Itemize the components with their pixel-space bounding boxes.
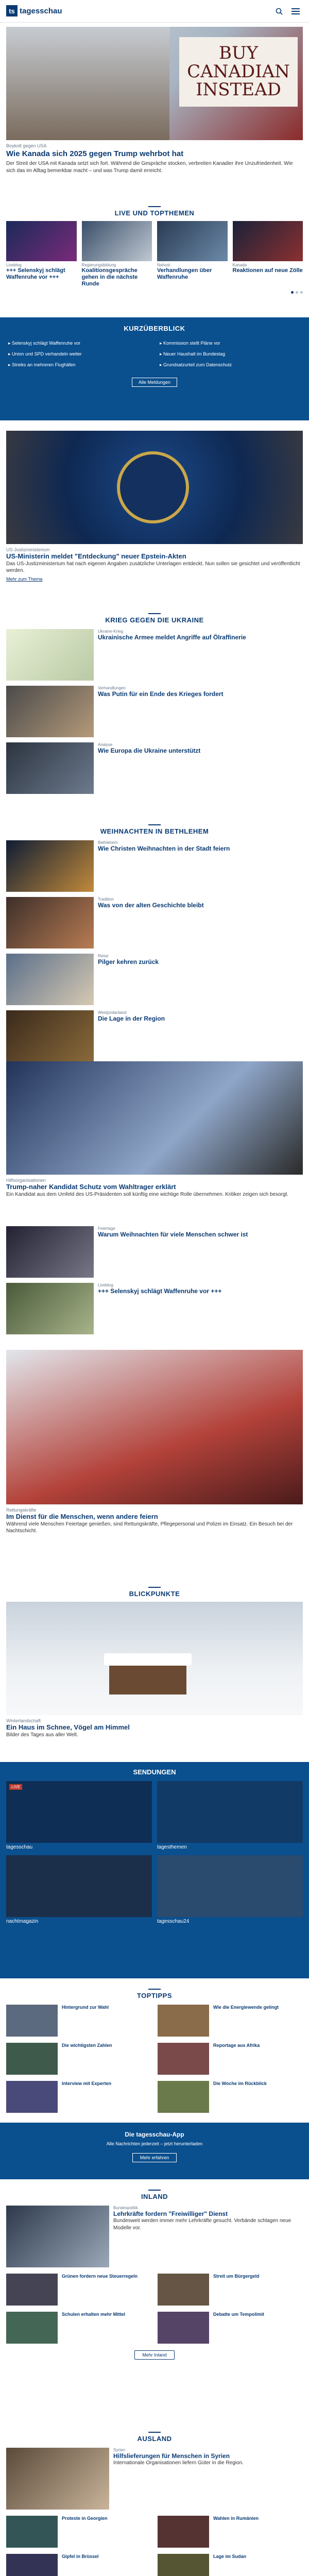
kurz-item[interactable]: ▸ Selenskyj schlägt Waffenruhe vor xyxy=(8,341,81,346)
blick-section: BLICKPUNKTE Winterlandschaft Ein Haus im Schnee, Vögel am Himmel Bilder des Tages aus aller Welt. xyxy=(0,1587,309,1738)
search-icon[interactable] xyxy=(274,6,284,16)
show-item[interactable]: tagesschau24 xyxy=(157,1855,303,1924)
list-item[interactable]: Proteste in Georgien xyxy=(6,2516,151,2548)
menu-icon[interactable] xyxy=(290,6,301,16)
toptipps-section: TOPTIPPS Hintergrund zur Wahl Wie die Energiewende gelingt Die wichtigsten Zahlen Reportage aus Afrika Interview mit Experten Die Woche im Rückblick xyxy=(0,1989,309,2113)
live-title: LIVE UND TOPTHEMEN xyxy=(6,206,303,217)
live-section xyxy=(0,206,309,294)
list-item[interactable]: Wie die Energiewende gelingt xyxy=(158,2005,303,2037)
logo-mark: ts xyxy=(6,5,18,16)
justice-article[interactable]: US-Justizministerium US-Ministerin meldet "Entdeckung" neuer Epstein-Akten Das US-Justizministerium hat nach eigenen Angaben zusätzliche Unterlagen entdeckt. Nun sollen sie gesichtet und veröffentlicht werden. Mehr zum Thema xyxy=(0,431,309,582)
list-item[interactable]: Lage im Sudan xyxy=(158,2554,303,2576)
list-item[interactable]: Analyse Wie Europa die Ukraine unterstützt xyxy=(6,742,303,794)
show-item[interactable]: tagesthemen xyxy=(157,1781,303,1850)
list-item[interactable]: Die wichtigsten Zahlen xyxy=(6,2043,151,2075)
feature-article[interactable]: Rettungskräfte Im Dienst für die Menschen, wenn andere feiern Während viele Menschen Feiertage genießen, sind Rettungskräfte, Pflegepersonal und Polizei im Einsatz. Ein Besuch bei der Nachtschicht. xyxy=(0,1350,309,1535)
list-item[interactable]: Reise Pilger kehren zurück xyxy=(6,954,303,1005)
lead-headline[interactable]: Wie Kanada sich 2025 gegen Trump wehrbot hat xyxy=(6,149,184,158)
list-item[interactable]: Debatte um Tempolimit xyxy=(158,2312,303,2344)
list-item[interactable]: Streit um Bürgergeld xyxy=(158,2274,303,2306)
show-item[interactable]: LIVE tagesschau xyxy=(6,1781,152,1850)
list-item[interactable]: Interview mit Experten xyxy=(6,2081,151,2113)
inland-section: INLAND Bundespolitik Lehrkräfte fordern "Freiwilliger" Dienst Bundesweit werden immer mehr Lehrkräfte gesucht. Verbände schlagen neue Modelle vor. Grünen fordern neue Steuerregeln Streit um Bürgergeld Schulen erhalten mehr Mittel Debatte um Tempolimit Mehr Inland xyxy=(0,2190,309,2360)
kurz-item[interactable]: ▸ Streiks an mehreren Flughäfen xyxy=(8,362,76,367)
kurz-more-button[interactable]: Alle Meldungen xyxy=(132,378,177,387)
lead-article[interactable] xyxy=(0,27,309,174)
justice-image[interactable] xyxy=(6,431,303,544)
inland-more-button[interactable]: Mehr Inland xyxy=(134,2350,175,2360)
blick-image[interactable] xyxy=(6,1602,303,1715)
kurz-item[interactable]: ▸ Grundsatzurteil zum Datenschutz xyxy=(160,362,232,367)
show-item[interactable]: nachtmagazin xyxy=(6,1855,152,1924)
carousel-dots[interactable] xyxy=(6,291,303,294)
live-item[interactable]: Kanada Reaktionen auf neue Zölle xyxy=(233,221,303,288)
list-item[interactable]: Die Woche im Rückblick xyxy=(158,2081,303,2113)
xmas-section: WEIHNACHTEN IN BETHLEHEM Bethlehem Wie Christen Weihnachten in der Stadt feiern Tradition Was von der alten Geschichte bleibt Reise Pilger kehren zurück Westjordanland Die Lage in der Region xyxy=(0,824,309,1062)
justice-headline[interactable]: US-Ministerin meldet "Entdeckung" neuer Epstein-Akten xyxy=(6,552,186,560)
list-item[interactable]: Westjordanland Die Lage in der Region xyxy=(6,1010,303,1062)
justice-more-link[interactable]: Mehr zum Thema xyxy=(6,576,43,582)
trump-article[interactable]: Hilfsorganisationen Trump-naher Kandidat Schutz vom Wahltrager erklärt Ein Kandidat aus dem Umfeld des US-Präsidenten soll künftig eine wichtige Rolle übernehmen. Kritiker zeigen sich besorgt. xyxy=(0,1061,309,1198)
kurz-item[interactable]: ▸ Neuer Haushalt im Bundestag xyxy=(160,351,226,357)
logo-text: tagesschau xyxy=(20,6,62,15)
list-item[interactable]: Gipfel in Brüssel xyxy=(6,2554,151,2576)
site-logo[interactable] xyxy=(6,5,62,16)
list-item[interactable]: Bundespolitik Lehrkräfte fordern "Freiwilliger" Dienst Bundesweit werden immer mehr Lehrkräfte gesucht. Verbände schlagen neue Modelle vor. xyxy=(6,2206,303,2267)
list-item[interactable]: Liveblog +++ Selenskyj schlägt Waffenruhe vor +++ xyxy=(6,1283,303,1334)
list-item[interactable]: Schulen erhalten mehr Mittel xyxy=(6,2312,151,2344)
kurz-title: KURZÜBERBLICK xyxy=(124,325,185,332)
kurz-section xyxy=(0,317,309,420)
list-item[interactable]: Hintergrund zur Wahl xyxy=(6,2005,151,2037)
live-item[interactable]: Nahost Verhandlungen über Waffenruhe xyxy=(157,221,228,288)
list-item[interactable]: Syrien Hilfslieferungen für Menschen in Syrien Internationale Organisationen liefern Güter in die Region. xyxy=(6,2448,303,2510)
lead-teaser: Der Streit der USA mit Kanada setzt sich fort. Während die Gespräche stocken, verbreiten Kanadier ihre Unzufriedenheit. Wie sich das im Alltag bemerkbar macht – und was Trump damit erreicht. xyxy=(6,161,293,174)
lead-image-sign: BUY CANADIAN INSTEAD xyxy=(179,37,298,107)
ukraine-section: KRIEG GEGEN DIE UKRAINE Ukraine-Krieg Ukrainische Armee meldet Angriffe auf Ölraffinerie Verhandlungen Was Putin für ein Ende des Krieges fordert Analyse Wie Europa die Ukraine unterstützt xyxy=(0,613,309,794)
live-item[interactable]: Liveblog +++ Selenskyj schlägt Waffenruhe vor +++ xyxy=(6,221,77,288)
app-button[interactable]: Mehr erfahren xyxy=(132,2153,177,2162)
list-item[interactable]: Bethlehem Wie Christen Weihnachten in der Stadt feiern xyxy=(6,840,303,892)
app-banner: Die tagesschau-App Alle Nachrichten jederzeit – jetzt herunterladen Mehr erfahren xyxy=(0,2123,309,2179)
live-item[interactable]: Regierungsbildung Koalitionsgespräche gehen in die nächste Runde xyxy=(82,221,152,288)
list-item[interactable]: Verhandlungen Was Putin für ein Ende des Krieges fordert xyxy=(6,686,303,737)
kurz-item[interactable]: ▸ Kommission stellt Pläne vor xyxy=(160,341,220,346)
sendungen-section: SENDUNGEN LIVE tagesschau tagesthemen nachtmagazin tagesschau24 xyxy=(0,1762,309,1978)
list-item[interactable]: Grünen fordern neue Steuerregeln xyxy=(6,2274,151,2306)
list-item[interactable]: Reportage aus Afrika xyxy=(158,2043,303,2075)
list-item[interactable]: Ukraine-Krieg Ukrainische Armee meldet Angriffe auf Ölraffinerie xyxy=(6,629,303,681)
lead-kicker: Boykott gegen USA xyxy=(6,143,47,148)
kurz-item[interactable]: ▸ Union und SPD verhandeln weiter xyxy=(8,351,82,357)
top-bar xyxy=(0,0,309,23)
list-item[interactable]: Tradition Was von der alten Geschichte bleibt xyxy=(6,897,303,948)
list-item[interactable]: Feiertage Warum Weihnachten für viele Menschen schwer ist xyxy=(6,1226,303,1278)
lead-image[interactable] xyxy=(6,27,303,140)
small-list xyxy=(0,1226,309,1334)
list-item[interactable]: Wahlen in Rumänien xyxy=(158,2516,303,2548)
ausland-section: AUSLAND Syrien Hilfslieferungen für Menschen in Syrien Internationale Organisationen liefern Güter in die Region. Proteste in Georgien Wahlen in Rumänien Gipfel in Brüssel Lage im Sudan xyxy=(0,2432,309,2576)
